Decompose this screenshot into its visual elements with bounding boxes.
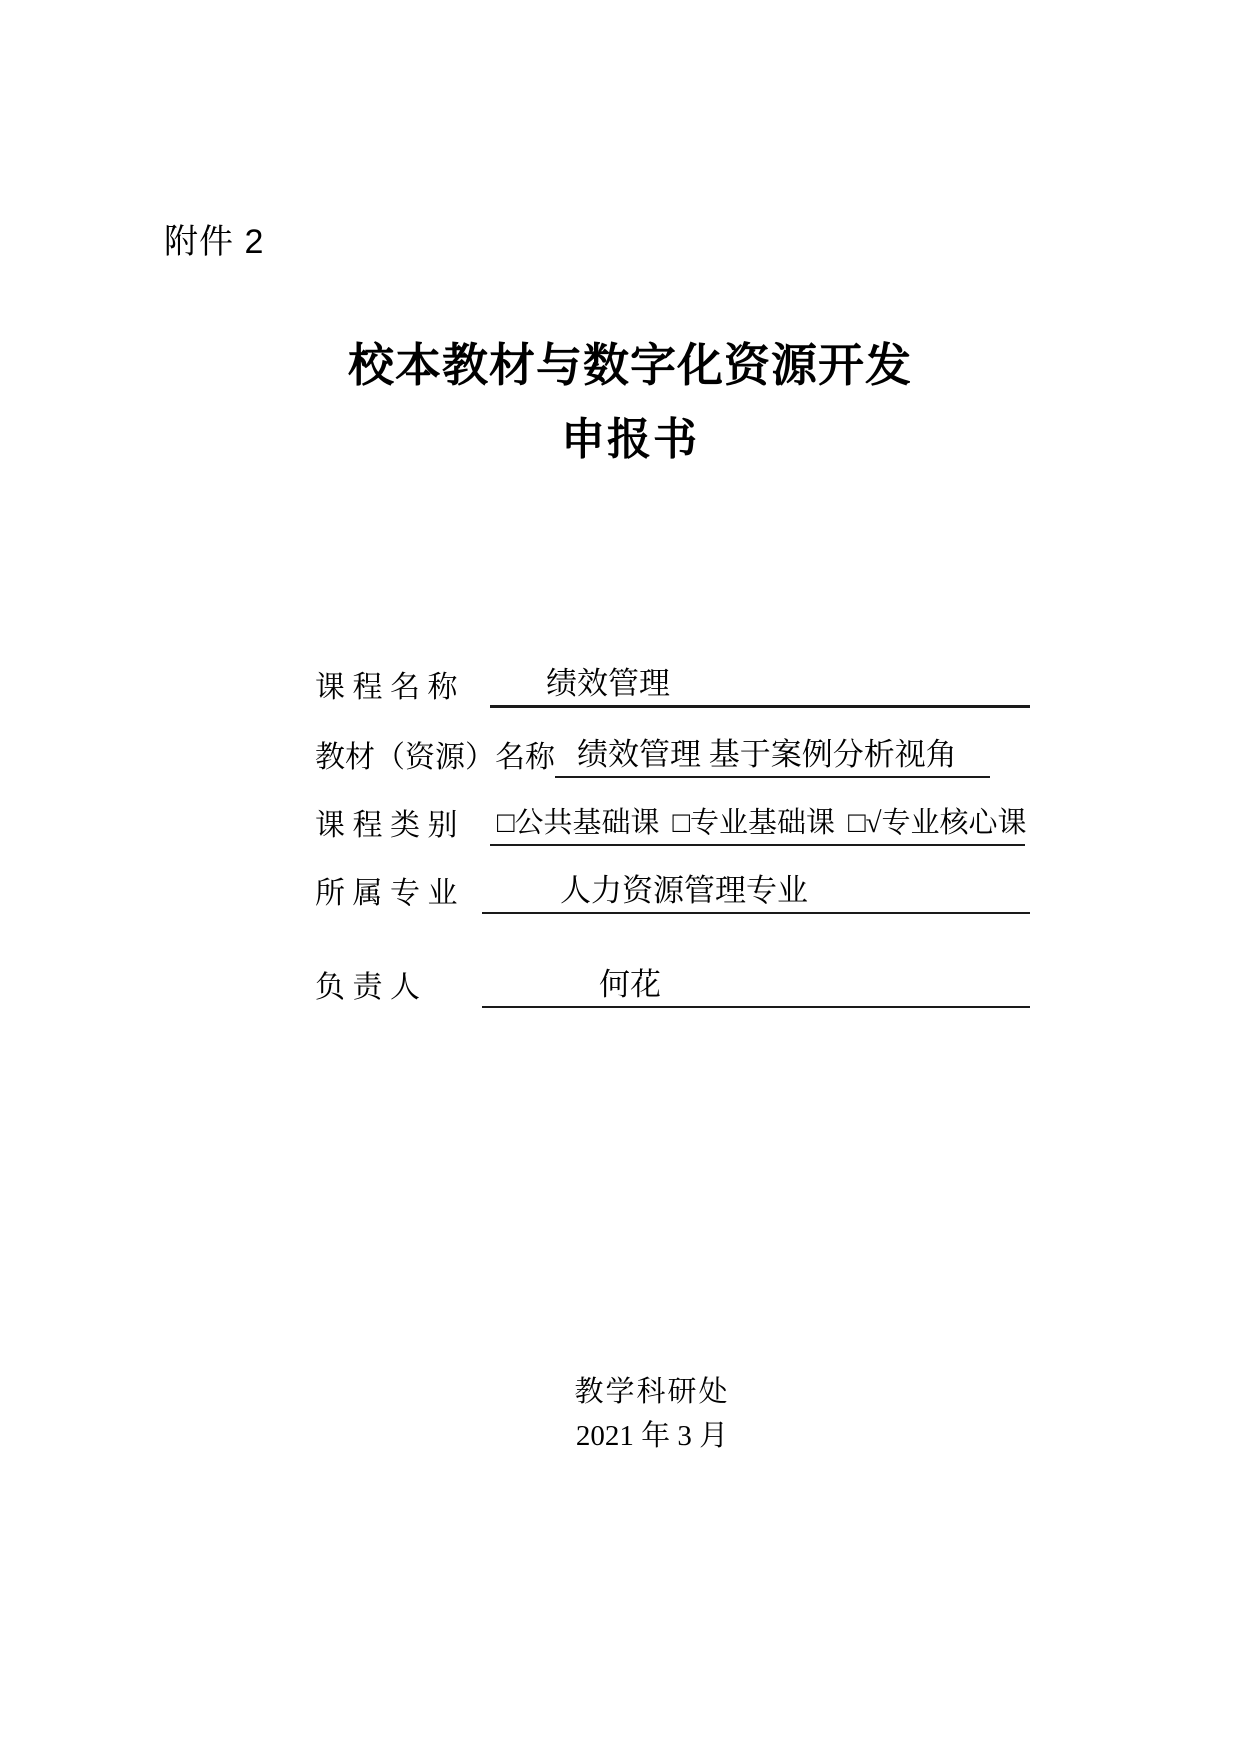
form-row-major [0, 868, 1240, 914]
responsible-person-field [482, 960, 1030, 1008]
course-name-label: 课 程 名 称 [315, 671, 458, 704]
document-footer [32, 1376, 1240, 1454]
issuing-department: 教学科研处 [574, 1376, 730, 1408]
major-field [482, 866, 1030, 914]
form-row-course-name [0, 662, 1240, 708]
checkbox-option-major-core-course-checked: □√专业核心课 [848, 806, 1027, 839]
checkbox-option-major-basic-course: □专业基础课 [672, 806, 836, 839]
responsible-person-label: 负 责 人 [315, 971, 420, 1004]
major-label: 所 属 专 业 [315, 877, 458, 910]
checkbox-option-public-basic-course: □公共基础课 [497, 806, 660, 839]
form-row-responsible-person [0, 962, 1240, 1008]
material-name-label: 教材（资源）名称 [315, 741, 555, 774]
course-name-field [490, 659, 1030, 708]
material-name-value: 绩效管理 基于案例分析视角 [577, 736, 957, 772]
document-title: 校本教材与数字化资源开发 [348, 339, 912, 391]
attachment-label: 附件 2 [164, 223, 265, 261]
form-row-material-name [0, 732, 1240, 778]
material-name-field [555, 730, 990, 778]
document-date: 2021 年 3 月 [575, 1420, 729, 1453]
major-value: 人力资源管理专业 [560, 872, 808, 908]
form-row-course-category [0, 800, 1240, 846]
course-category-field [490, 798, 1025, 846]
course-name-value: 绩效管理 [546, 665, 670, 701]
course-category-label: 课 程 类 别 [315, 809, 458, 842]
document-subtitle: 申报书 [561, 415, 699, 464]
responsible-person-value: 何花 [599, 966, 661, 1002]
